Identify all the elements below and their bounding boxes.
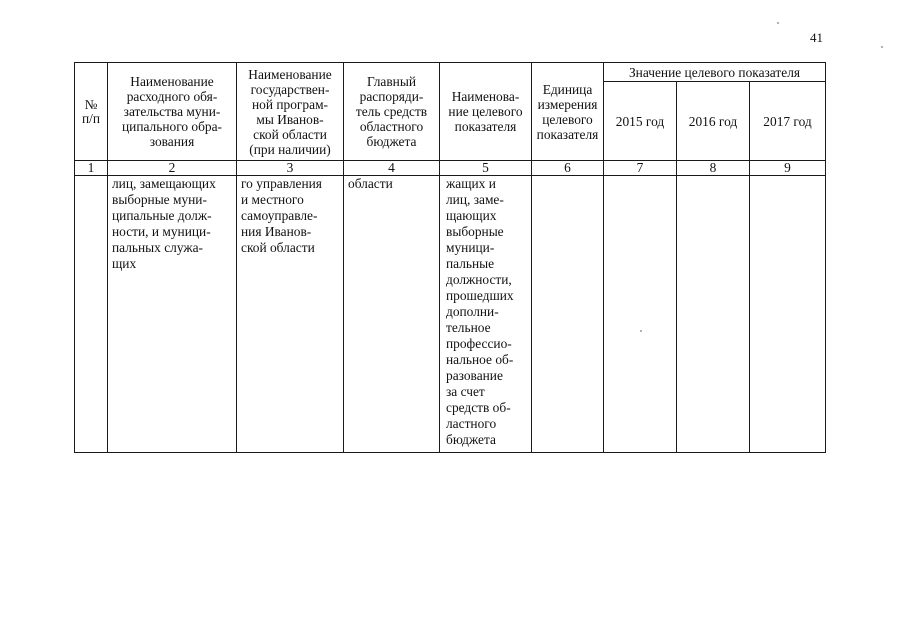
column-number: 4 [344, 161, 440, 176]
cell-value-2015 [604, 176, 677, 453]
table-row [75, 176, 826, 453]
header-row-number: № п/п [75, 63, 108, 161]
cell-state-program: го управления и местного самоуправле- ния Иванов- ской области [237, 176, 344, 453]
column-number: 9 [750, 161, 826, 176]
column-number: 1 [75, 161, 108, 176]
column-number: 3 [237, 161, 344, 176]
header-indicator-name: Наименова- ние целевого показателя [440, 63, 532, 161]
column-number-row [75, 161, 826, 176]
cell-value-2017 [750, 176, 826, 453]
header-year-2015: 2015 год [604, 82, 677, 161]
column-number: 6 [532, 161, 604, 176]
column-number: 7 [604, 161, 677, 176]
cell-value-2016 [677, 176, 750, 453]
column-number: 8 [677, 161, 750, 176]
target-indicator-table [74, 62, 826, 453]
column-number: 5 [440, 161, 532, 176]
cell-unit [532, 176, 604, 453]
scan-speck [640, 330, 642, 332]
cell-expense-obligation: лиц, замещающих выборные муни- ципальные долж- ности, и муници- пальных служа- щих [108, 176, 237, 453]
cell-row-number [75, 176, 108, 453]
header-budget-manager: Главный распоряди- тель средств областного бюджета [344, 63, 440, 161]
header-indicator-value-group: Значение целевого показателя [604, 63, 826, 82]
page-number: 41 [810, 30, 823, 45]
column-number: 2 [108, 161, 237, 176]
header-year-2016: 2016 год [677, 82, 750, 161]
header-expense-obligation: Наименование расходного обя- зательства муни- ципального обра- зования [108, 63, 237, 161]
header-state-program: Наименование государствен- ной програм- мы Иванов- ской области (при наличии) [237, 63, 344, 161]
cell-indicator-name: жащих и лиц, заме- щающих выборные муници- пальные должности, прошедших дополни- тельное профессио- нальное об- разование за счет средств об- ластного бюджета [440, 176, 532, 453]
cell-budget-manager: области [344, 176, 440, 453]
header-year-2017: 2017 год [750, 82, 826, 161]
scan-speck [777, 22, 779, 24]
scan-speck [881, 46, 883, 48]
header-unit: Единица измерения целевого показателя [532, 63, 604, 161]
